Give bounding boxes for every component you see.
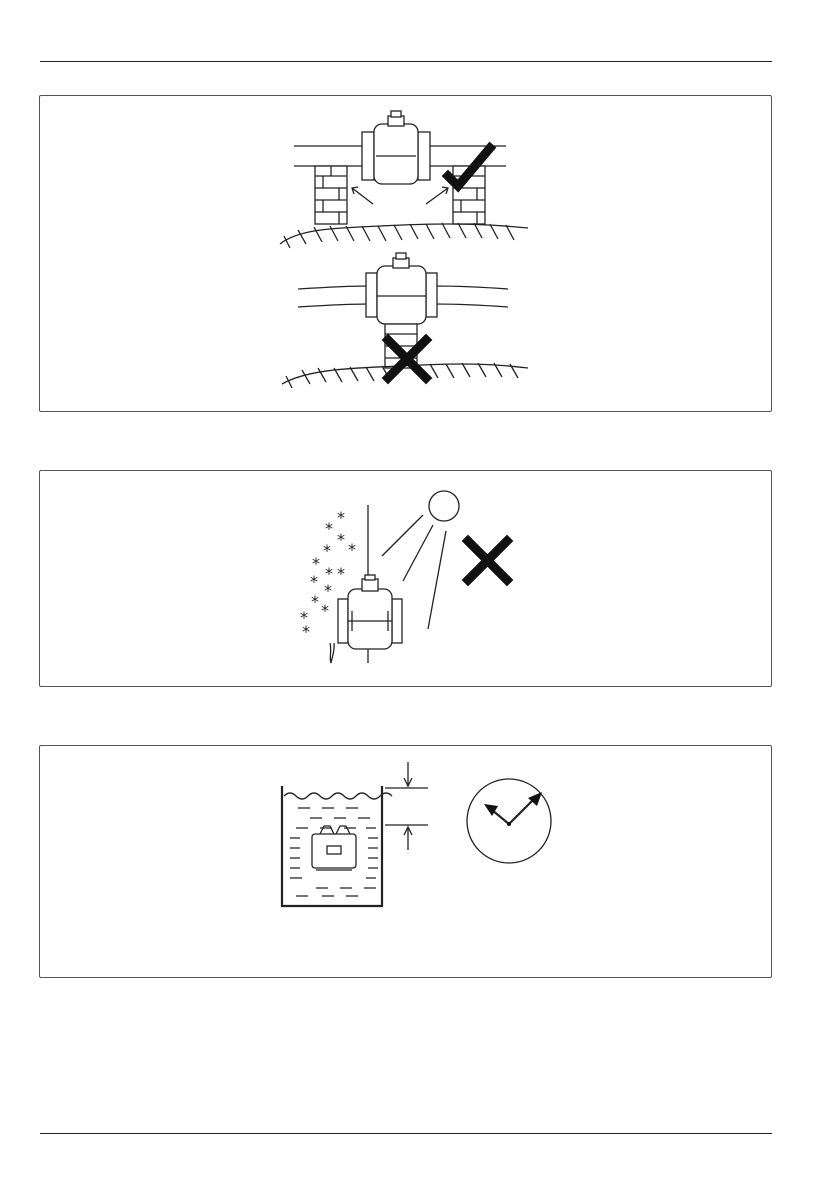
clock-icon: [467, 779, 551, 863]
svg-text:*: *: [321, 601, 329, 620]
unsupported-pipe-drawing: [282, 253, 528, 388]
svg-text:*: *: [302, 622, 310, 641]
svg-text:*: *: [312, 554, 320, 573]
svg-text:*: *: [325, 519, 333, 538]
pipe-support-illustration: [40, 96, 771, 411]
svg-text:*: *: [337, 564, 345, 583]
left-brick-support: [315, 166, 347, 224]
svg-text:*: *: [310, 572, 318, 591]
weather-exposure-illustration: [40, 471, 771, 686]
svg-text:*: *: [324, 581, 332, 600]
water-tank-icon: [282, 786, 392, 906]
cross-mark-icon: [468, 541, 507, 580]
svg-text:*: *: [325, 564, 333, 583]
supported-pipe-drawing: [280, 111, 528, 248]
header-rule: [40, 61, 772, 62]
svg-text:*: *: [348, 540, 356, 559]
svg-text:*: *: [337, 508, 345, 527]
rain-icon: [330, 643, 334, 663]
svg-text:*: *: [323, 541, 331, 560]
svg-text:*: *: [300, 608, 308, 627]
svg-text:*: *: [311, 592, 319, 611]
figure-weather-exposure: [39, 470, 772, 687]
sun-icon: [429, 491, 459, 521]
footer-rule: [40, 1133, 772, 1134]
svg-text:*: *: [337, 530, 345, 549]
depth-arrow-icon: [385, 762, 428, 850]
submersion-illustration: [40, 746, 771, 977]
figure-pipe-support: [39, 95, 772, 412]
figure-submersion: [39, 745, 772, 978]
